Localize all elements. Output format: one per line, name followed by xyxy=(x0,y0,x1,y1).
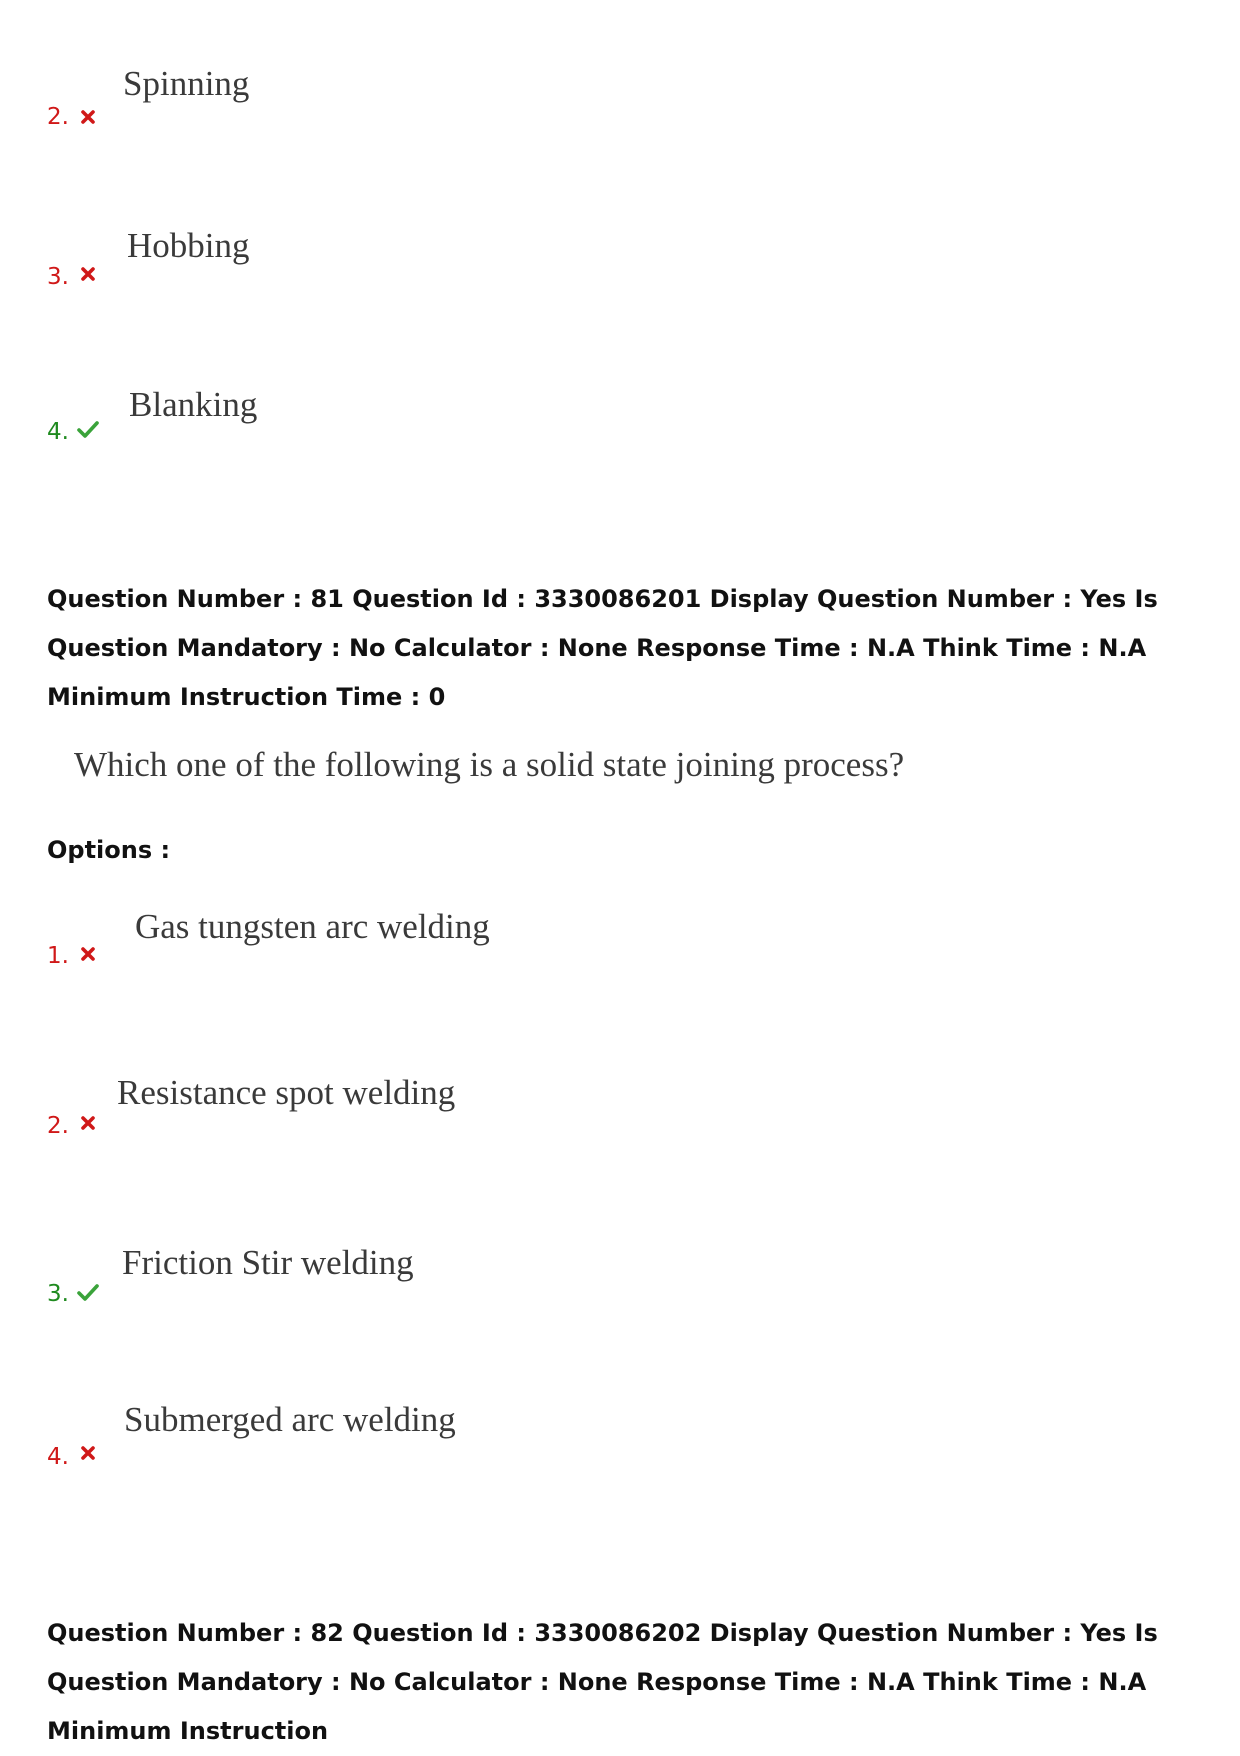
cross-icon xyxy=(77,263,99,285)
option-text: Resistance spot welding xyxy=(117,1073,456,1112)
cross-icon xyxy=(77,1112,99,1134)
cross-icon xyxy=(77,943,99,965)
option-number: 1. xyxy=(47,943,69,969)
cross-icon xyxy=(77,106,99,128)
check-icon xyxy=(77,1282,99,1304)
check-icon xyxy=(77,419,99,441)
option-number: 2. xyxy=(47,1113,69,1139)
option-number: 3. xyxy=(47,264,69,290)
option-text: Submerged arc welding xyxy=(124,1400,456,1439)
option-text: Spinning xyxy=(123,64,250,103)
option-number: 4. xyxy=(47,1444,69,1470)
question-meta-81: Question Number : 81 Question Id : 3330086201 Display Question Number : Yes Is Question Mandatory : No Calculator : None Response Time : N.A Think Time : N.A Minimum Instruction Time : 0 xyxy=(47,585,1158,711)
option-text: Gas tungsten arc welding xyxy=(135,907,490,946)
question-meta-82: Question Number : 82 Question Id : 3330086202 Display Question Number : Yes Is Question Mandatory : No Calculator : None Response Time : N.A Think Time : N.A Minimum Instruction xyxy=(47,1619,1158,1745)
option-number: 4. xyxy=(47,419,69,445)
option-number: 2. xyxy=(47,104,69,130)
option-text: Hobbing xyxy=(127,226,250,265)
option-number: 3. xyxy=(47,1281,69,1307)
option-text: Blanking xyxy=(129,385,258,424)
options-label: Options : xyxy=(47,836,171,864)
option-text: Friction Stir welding xyxy=(122,1243,414,1282)
question-text-81: Which one of the following is a solid state joining process? xyxy=(74,745,905,784)
cross-icon xyxy=(77,1442,99,1464)
